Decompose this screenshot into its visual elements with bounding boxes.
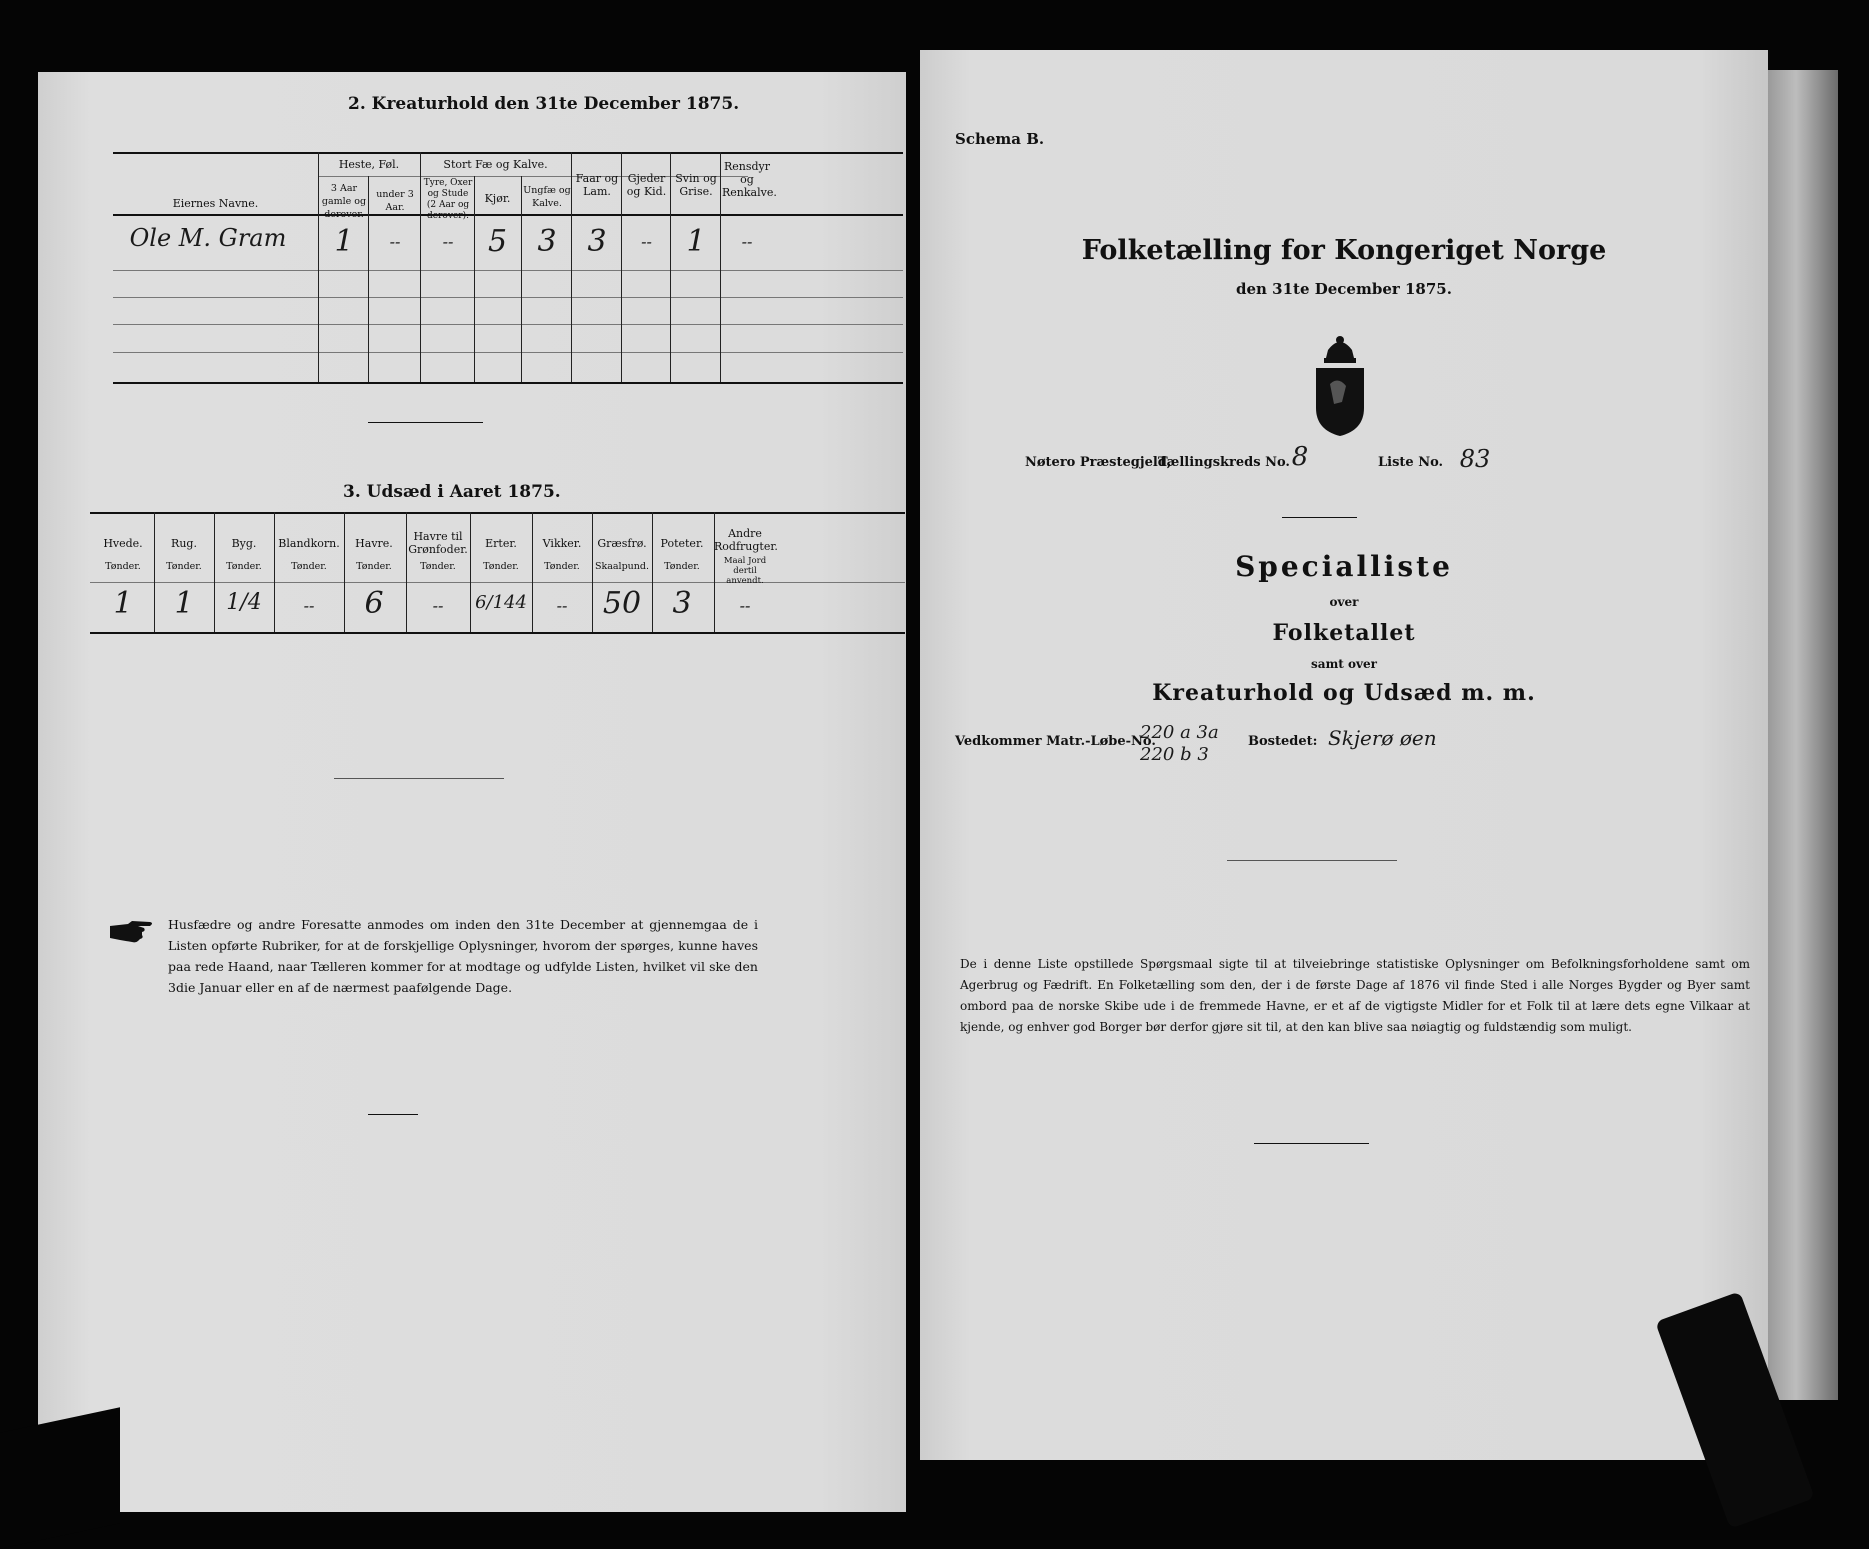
- schema-label: Schema B.: [955, 130, 1045, 148]
- seed-value-havre: 6: [364, 586, 384, 621]
- praestegjeld-label: Nøtero Præstegjeld,: [1025, 455, 1172, 470]
- over-text: over: [1329, 595, 1359, 609]
- cell-ungfae: 3: [537, 224, 557, 259]
- seed-value-vikker: --: [556, 596, 568, 615]
- cell-rensdyr: --: [741, 232, 753, 251]
- table-col-line: [670, 152, 671, 382]
- seed-header-rug: Rug.: [171, 537, 197, 550]
- table-rule: [90, 512, 905, 514]
- folketallet-heading: Folketallet: [1272, 620, 1416, 646]
- header-kjor: Kjør.: [484, 192, 511, 205]
- body-text: De i denne Liste opstillede Spørgsmaal sigte til at tilveiebringe statistiske Oplysninger om Befolkningsforholdene samt om Agerbrug og Fædrift. En Folketælling som den, der i de første Dage af 1876 vil finde Sted i alle Norges Bygder og Byer samt ombord paa de norske Skibe ude i de fremmede Havne, er et af de vigtigste Midler for et Folk til at lære dets egne Vilkaar at kjende, og enhver god Borger bør derfor gjøre sit til, at den kan blive saa nøiagtig og fuldstændig som muligt.: [960, 957, 1750, 1034]
- seed-unit-erter: Tønder.: [483, 561, 519, 572]
- seed-value-andre: --: [739, 596, 751, 615]
- seed-value-blandkorn: --: [303, 596, 315, 615]
- seed-value-erter: 6/144: [475, 592, 527, 613]
- cell-svin: 1: [686, 224, 706, 259]
- header-svin: Svin og Grise.: [675, 172, 717, 198]
- seed-header-havre: Havre.: [355, 537, 393, 550]
- divider: [1227, 860, 1397, 861]
- seed-unit-andre: Maal Jord dertil anvendt.: [723, 556, 767, 586]
- right-page: [920, 50, 1768, 1460]
- seed-value-rug: 1: [174, 586, 194, 621]
- seed-header-erter: Erter.: [485, 537, 517, 550]
- cell-gjeder: --: [641, 232, 652, 251]
- table-col-line: [521, 176, 522, 382]
- seed-header-poteter: Poteter.: [660, 537, 704, 550]
- table-rule: [113, 270, 903, 271]
- seed-value-poteter: 3: [672, 586, 692, 621]
- header-heste: Heste, Føl.: [338, 158, 400, 171]
- divider: [368, 1114, 418, 1115]
- table-col-line: [571, 152, 572, 382]
- main-title: Folketælling for Kongeriget Norge: [1081, 235, 1607, 266]
- table-rule: [113, 214, 903, 216]
- table-rule: [113, 352, 903, 353]
- table-col-line: [318, 152, 319, 382]
- divider: [1282, 517, 1357, 518]
- kreds-value: 8: [1291, 442, 1309, 472]
- table-rule: [113, 324, 903, 325]
- seed-value-hvede: 1: [113, 586, 133, 621]
- header-tyre-oxer: Tyre, Oxer og Stude (2 Aar og derover).: [423, 178, 473, 221]
- seed-unit-havre-gronfoder: Tønder.: [420, 561, 456, 572]
- kreaturhold-heading: Kreaturhold og Udsæd m. m.: [1152, 680, 1536, 706]
- kreds-label: Tællingskreds No.: [1158, 455, 1290, 470]
- cell-heste-under-3: --: [389, 232, 401, 251]
- cell-tyre-oxer: --: [442, 232, 454, 251]
- seed-unit-byg: Tønder.: [226, 561, 262, 572]
- bostedet-value: Skjerø øen: [1328, 726, 1437, 750]
- table-col-line: [406, 512, 407, 632]
- table-rule: [90, 632, 905, 634]
- page-edge: [1768, 70, 1838, 1400]
- seed-header-hvede: Hvede.: [103, 537, 143, 550]
- header-owner: Eiernes Navne.: [172, 197, 259, 210]
- cell-faar: 3: [587, 224, 607, 259]
- table-col-line: [720, 152, 721, 382]
- seed-header-andre: Andre Rodfrugter.: [714, 527, 778, 553]
- liste-label: Liste No.: [1378, 455, 1444, 470]
- table-col-line: [420, 152, 421, 382]
- table-rule: [90, 582, 905, 583]
- seed-value-byg: 1/4: [226, 590, 262, 615]
- divider: [368, 422, 483, 423]
- binder-clip: [0, 1407, 120, 1549]
- header-ungfae: Ungfæ og Kalve.: [523, 185, 571, 209]
- header-heste-under-3: under 3 Aar.: [376, 189, 414, 213]
- seed-header-graesfro: Græsfrø.: [597, 537, 647, 550]
- table-rule: [113, 297, 903, 298]
- seed-header-havre-gronfoder: Havre til Grønfoder.: [408, 530, 468, 556]
- seed-header-blandkorn: Blandkorn.: [278, 537, 340, 550]
- matr-value-2: 220 b 3: [1140, 744, 1209, 765]
- divider: [1254, 1143, 1369, 1144]
- left-page: [38, 72, 906, 1512]
- header-faar: Faar og Lam.: [575, 172, 619, 198]
- bostedet-label: Bostedet:: [1248, 734, 1318, 749]
- cell-heste-3-aar: 1: [334, 224, 354, 259]
- section2-title: 2. Kreaturhold den 31te December 1875.: [348, 94, 740, 114]
- seed-unit-havre: Tønder.: [356, 561, 392, 572]
- divider: [334, 778, 504, 779]
- table-col-line: [621, 152, 622, 382]
- seed-value-graesfro: 50: [602, 586, 642, 621]
- seed-header-vikker: Vikker.: [542, 537, 582, 550]
- matr-value-1: 220 a 3a: [1140, 722, 1219, 743]
- matr-label: Vedkommer Matr.-Løbe-No.: [955, 734, 1156, 749]
- seed-unit-blandkorn: Tønder.: [291, 561, 327, 572]
- pointing-hand-icon: [108, 918, 156, 948]
- section3-title: 3. Udsæd i Aaret 1875.: [343, 482, 561, 502]
- table-rule: [113, 152, 903, 154]
- cell-owner: Ole M. Gram: [129, 224, 287, 252]
- coat-of-arms-icon: [1308, 332, 1372, 442]
- header-gjeder: Gjeder og Kid.: [626, 172, 667, 198]
- samt-over-text: samt over: [1311, 657, 1377, 671]
- header-heste-3-aar: 3 Aar gamle og derover.: [321, 183, 367, 220]
- footnote: Husfædre og andre Foresatte anmodes om inden den 31te December at gjennemgaa de i Listen opførte Rubriker, for at de forskjellige Oplysninger, hvorom der spørges, kunne haves paa rede Haand, naar Tælleren kommer for at modtage og udfylde Listen, hvilket vil ske den 3die Januar eller en af de nærmest paafølgende Dage.: [168, 917, 758, 995]
- seed-unit-rug: Tønder.: [166, 561, 202, 572]
- header-stort-fae: Stort Fæ og Kalve.: [443, 158, 548, 171]
- seed-unit-graesfro: Skaalpund.: [594, 561, 650, 572]
- seed-unit-poteter: Tønder.: [664, 561, 700, 572]
- cell-kjor: 5: [487, 224, 508, 259]
- specialliste-heading: Specialliste: [1235, 550, 1453, 583]
- seed-header-byg: Byg.: [231, 537, 257, 550]
- table-rule: [113, 382, 903, 384]
- table-col-line: [474, 176, 475, 382]
- seed-unit-vikker: Tønder.: [544, 561, 580, 572]
- census-date: den 31te December 1875.: [1236, 280, 1452, 298]
- liste-value: 83: [1459, 445, 1491, 473]
- header-rensdyr: Rensdyr og Renkalve.: [722, 160, 777, 199]
- seed-value-havre-gronfoder: --: [432, 596, 444, 615]
- seed-unit-hvede: Tønder.: [105, 561, 141, 572]
